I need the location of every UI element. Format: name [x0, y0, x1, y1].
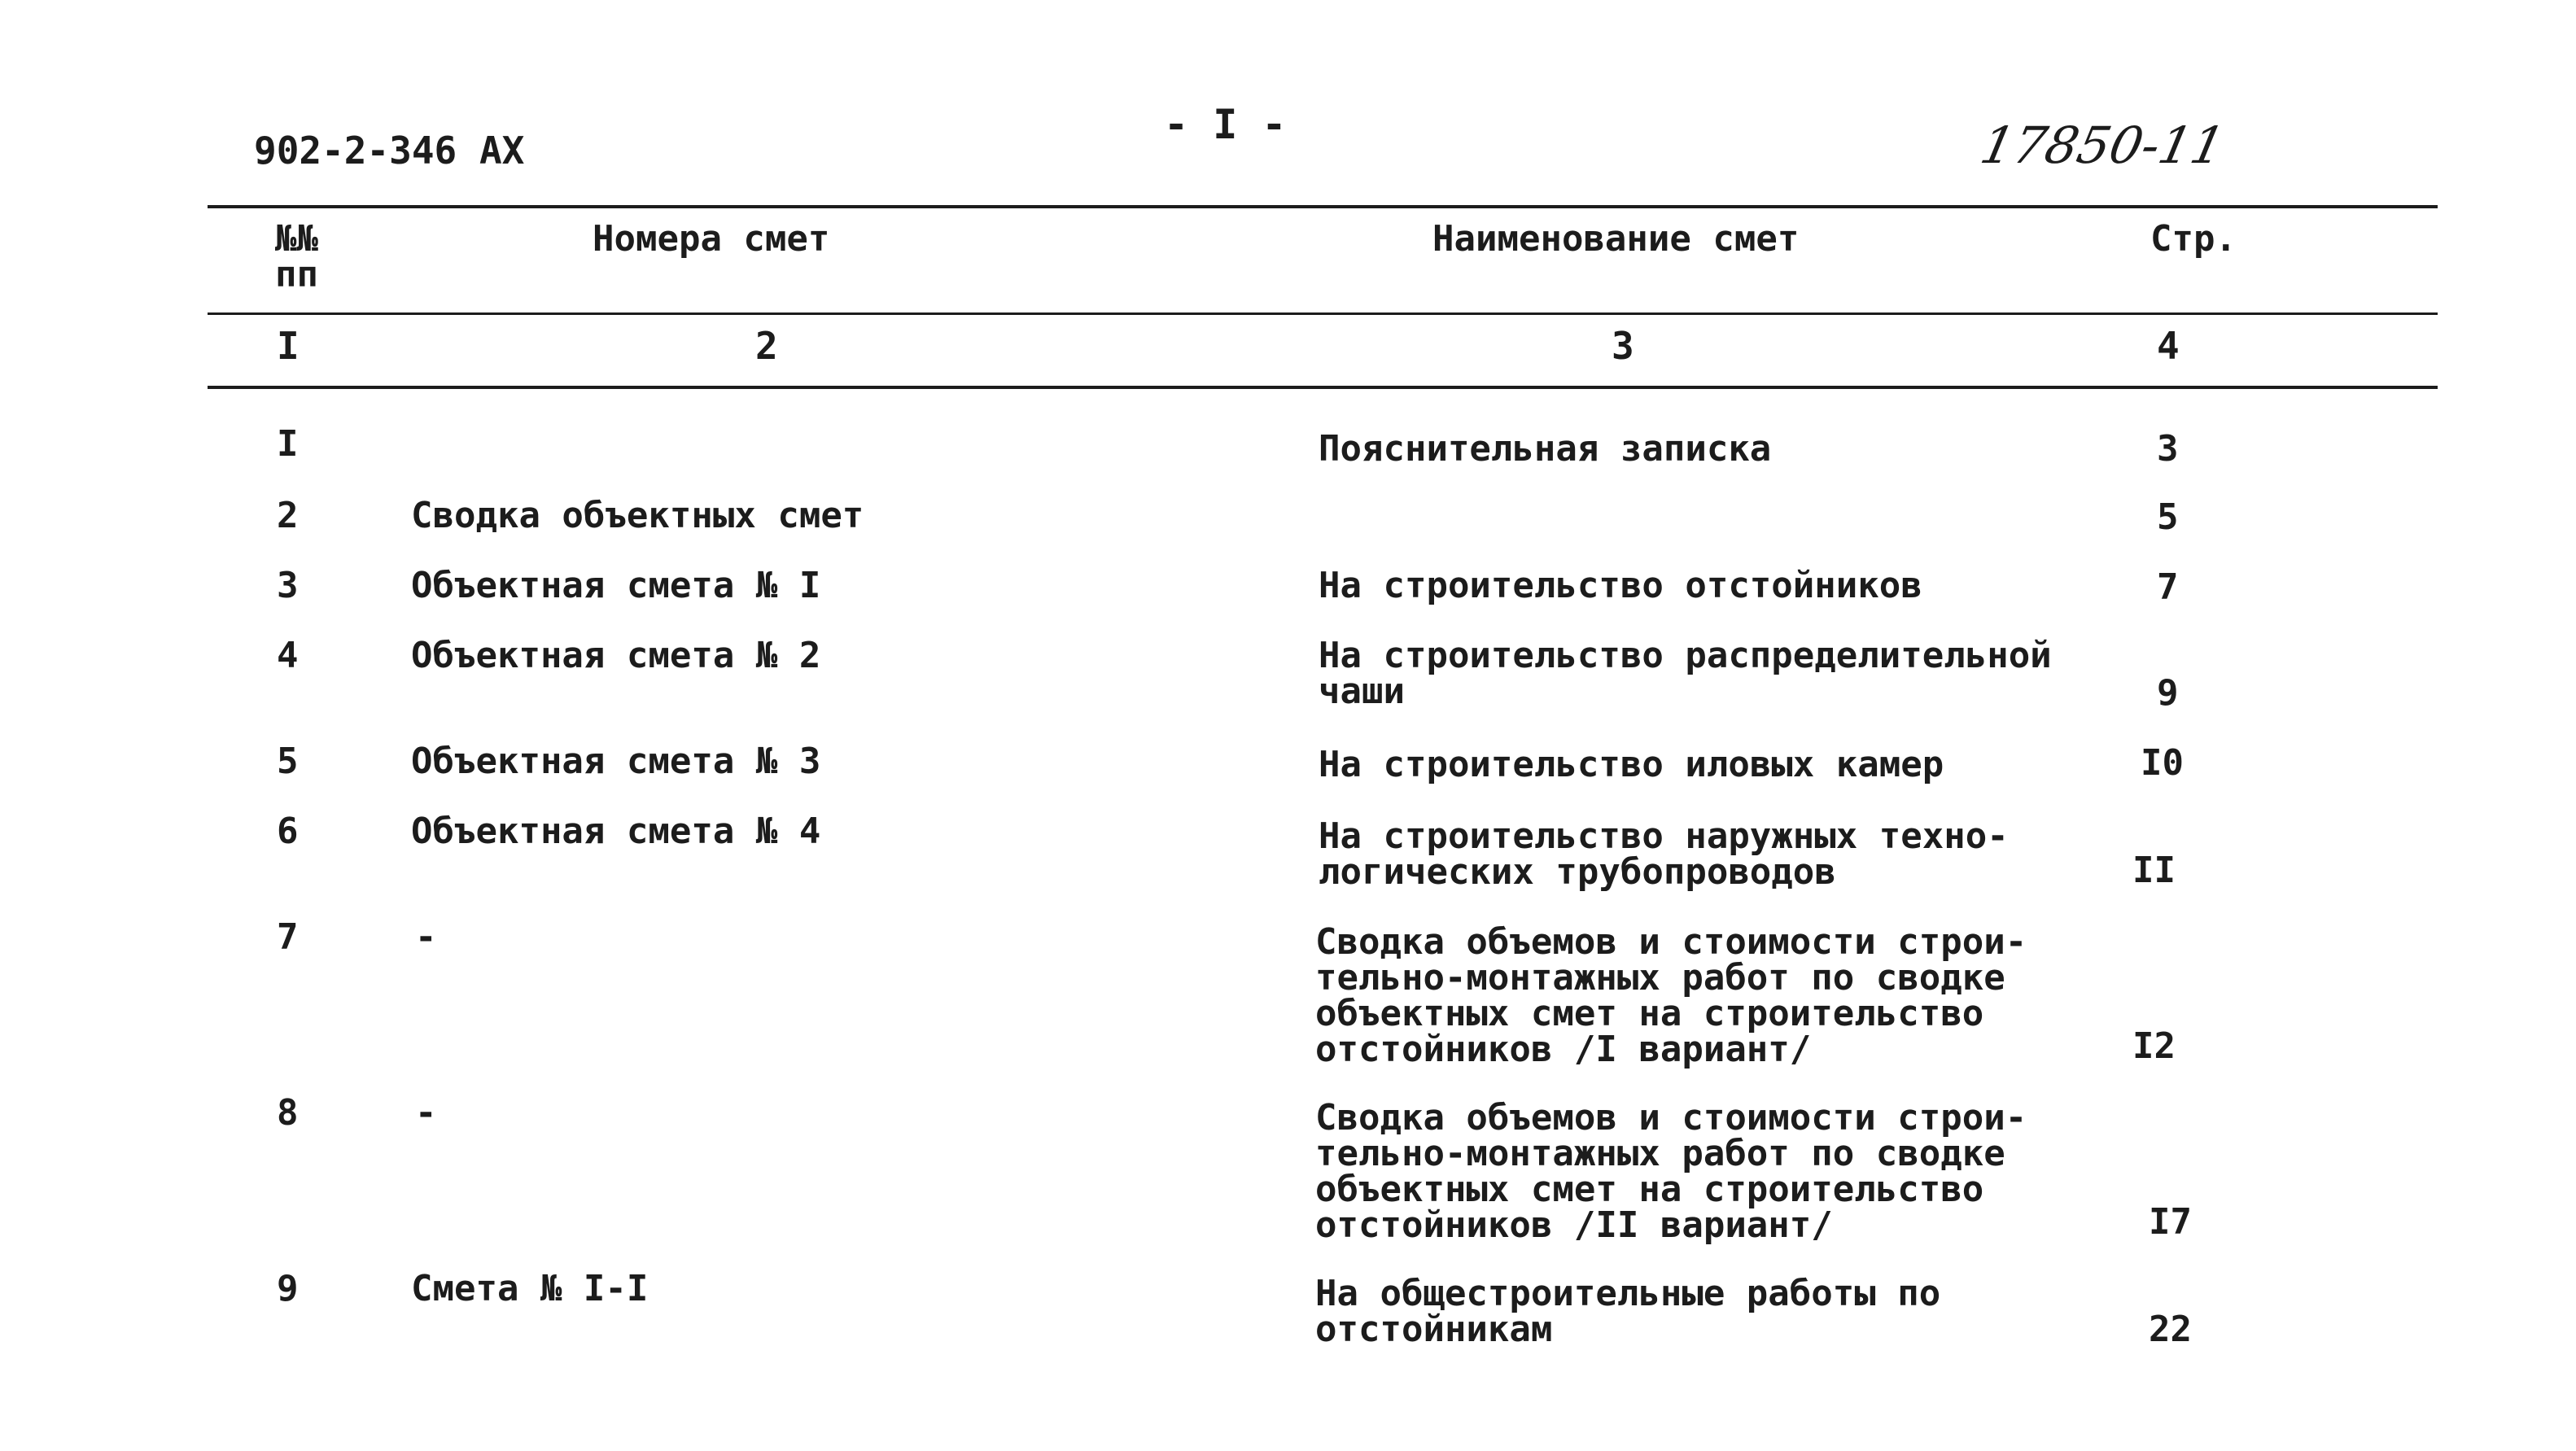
page-ref: 9 — [2157, 672, 2179, 714]
column-header-estimate-number: Номера смет — [593, 218, 830, 260]
row-number: I — [277, 423, 299, 465]
column-number: 2 — [755, 324, 778, 368]
table-top-rule — [208, 205, 2438, 208]
estimate-number: Объектная смета № I — [411, 565, 821, 606]
page-ref: 5 — [2157, 496, 2179, 538]
page-ref: II — [2132, 850, 2176, 891]
header-divider-rule — [208, 312, 2438, 315]
column-number: 4 — [2157, 324, 2180, 368]
estimate-name: На строительство распределительной чаши — [1319, 635, 2052, 712]
column-header-number: №№ пп — [275, 218, 318, 295]
estimate-number: Объектная смета № 2 — [411, 635, 821, 676]
page-ref: I0 — [2141, 742, 2184, 784]
page-ref: I2 — [2132, 1025, 2176, 1067]
estimate-number: Объектная смета № 3 — [411, 741, 821, 782]
row-number: 6 — [277, 811, 299, 852]
estimate-number: Объектная смета № 4 — [411, 811, 821, 852]
row-number: 4 — [277, 635, 299, 676]
header-bottom-rule — [208, 386, 2438, 389]
estimate-name: Сводка объемов и стоимости строи- тельно-монтажных работ по сводке объектных смет на строительство отстойников /I вариант/ — [1315, 921, 2027, 1070]
row-number: 2 — [277, 495, 299, 536]
row-number: 8 — [277, 1092, 299, 1134]
estimate-name: На строительство отстойников — [1319, 565, 1922, 606]
column-number: 3 — [1612, 324, 1634, 368]
row-number: 3 — [277, 565, 299, 606]
estimate-name: На строительство иловых камер — [1319, 744, 1944, 785]
row-number: 7 — [277, 916, 299, 958]
page-ref: 3 — [2157, 428, 2179, 470]
column-header-page: Стр. — [2150, 218, 2237, 260]
estimate-name: На строительство наружных техно- логических трубопроводов — [1319, 815, 2009, 893]
page-ref: 7 — [2157, 566, 2179, 608]
estimate-number: - — [415, 916, 437, 958]
row-number: 5 — [277, 741, 299, 782]
page-ref: I7 — [2149, 1201, 2192, 1243]
estimate-name: На общестроительные работы по отстойникам — [1315, 1273, 1941, 1350]
row-number: 9 — [277, 1268, 299, 1309]
handwritten-number: 17850-11 — [1975, 116, 2230, 175]
estimate-number: Смета № I-I — [411, 1268, 649, 1309]
page-ref: 22 — [2149, 1309, 2192, 1350]
column-number: I — [277, 324, 300, 368]
estimate-number: - — [415, 1092, 437, 1134]
estimate-name: Сводка объемов и стоимости строи- тельно-монтажных работ по сводке объектных смет на строительство отстойников /II вариант/ — [1315, 1097, 2027, 1246]
page-number: - I - — [1164, 101, 1287, 148]
column-header-estimate-name: Наименование смет — [1432, 218, 1800, 260]
estimate-number: Сводка объектных смет — [411, 495, 864, 536]
document-code: 902-2-346 АХ — [254, 129, 525, 173]
estimate-name: Пояснительная записка — [1319, 428, 1772, 470]
